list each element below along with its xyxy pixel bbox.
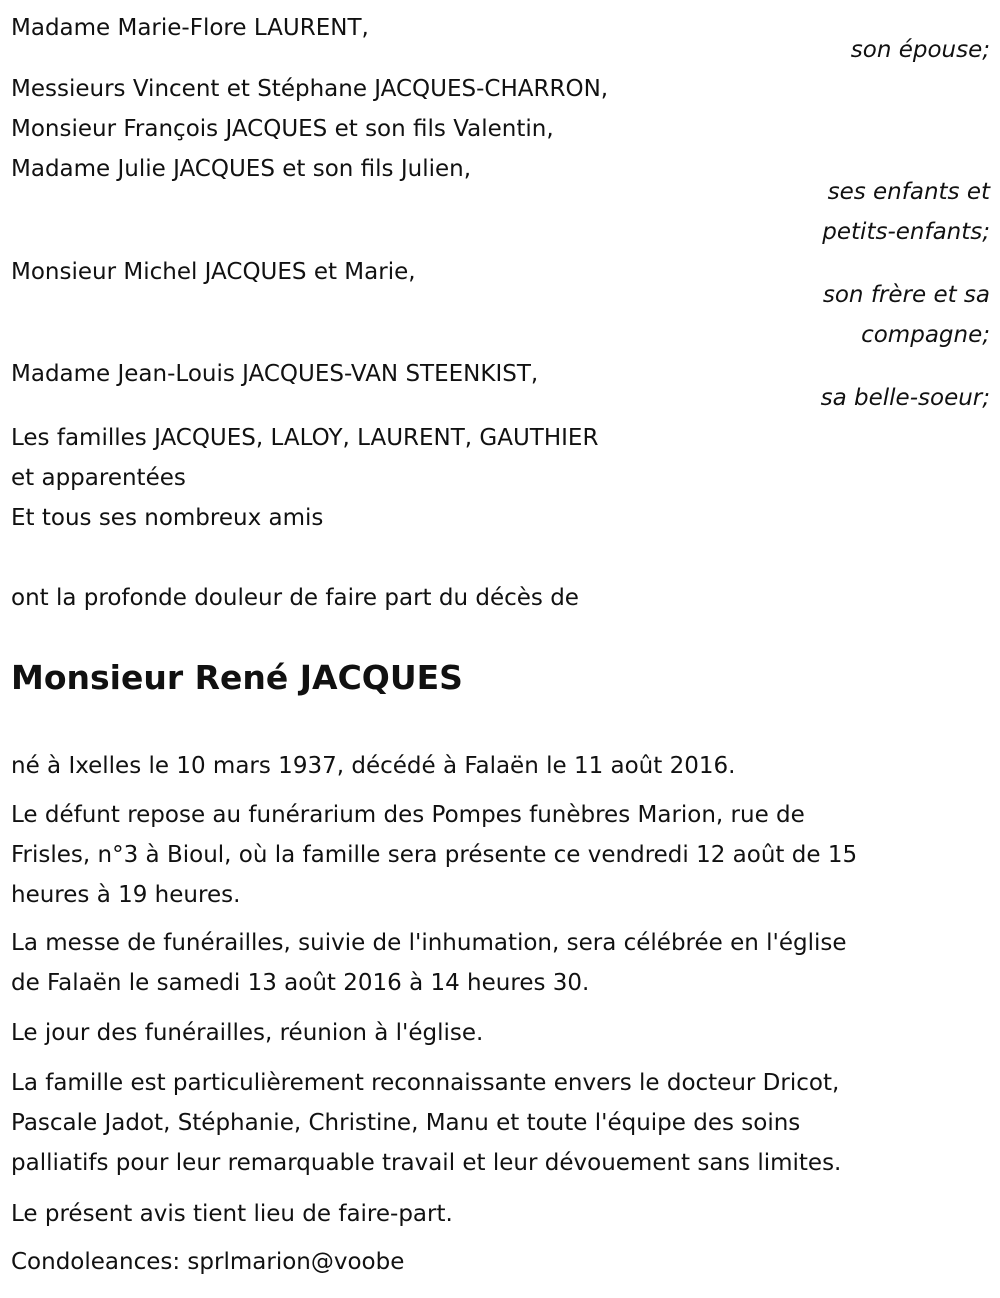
children-line: Messieurs Vincent et Stéphane JACQUES-CHARRON,	[11, 76, 609, 102]
paragraph-line: Pascale Jadot, Stéphanie, Christine, Manu et toute l'équipe des soins	[11, 1110, 801, 1136]
spouse-relation: son épouse;	[850, 37, 990, 63]
paragraph-line: La famille est particulièrement reconnaissante envers le docteur Dricot,	[11, 1070, 840, 1096]
brother-names: Monsieur Michel JACQUES et Marie,	[11, 259, 416, 285]
children-line: Madame Julie JACQUES et son fils Julien,	[11, 156, 472, 182]
paragraph-line: né à Ixelles le 10 mars 1937, décédé à Falaën le 11 août 2016.	[11, 753, 736, 779]
spouse-names: Madame Marie-Flore LAURENT,	[11, 15, 369, 41]
children-line: Monsieur François JACQUES et son fils Valentin,	[11, 116, 554, 142]
children-relation: petits-enfants;	[822, 219, 990, 245]
paragraph-line: Le présent avis tient lieu de faire-part.	[11, 1201, 453, 1227]
paragraph-line: Frisles, n°3 à Bioul, où la famille sera présente ce vendredi 12 août de 15	[11, 842, 858, 868]
others-line: Les familles JACQUES, LALOY, LAURENT, GAUTHIER	[11, 425, 599, 451]
announcement: ont la profonde douleur de faire part du décès de	[11, 585, 579, 611]
condolences: Condoleances: sprlmarion@voobe	[11, 1249, 405, 1275]
deceased-name: Monsieur René JACQUES	[11, 658, 463, 697]
others-line: Et tous ses nombreux amis	[11, 505, 324, 531]
paragraph-line: palliatifs pour leur remarquable travail et leur dévouement sans limites.	[11, 1150, 842, 1176]
brother-relation: compagne;	[861, 322, 990, 348]
brother-relation: son frère et sa	[822, 282, 990, 308]
paragraph-line: Le défunt repose au funérarium des Pompes funèbres Marion, rue de	[11, 802, 805, 828]
sister-in-law-relation: sa belle-soeur;	[820, 385, 990, 411]
paragraph-line: heures à 19 heures.	[11, 882, 241, 908]
paragraph-line: Le jour des funérailles, réunion à l'église.	[11, 1020, 484, 1046]
others-line: et apparentées	[11, 465, 186, 491]
paragraph-line: de Falaën le samedi 13 août 2016 à 14 heures 30.	[11, 970, 590, 996]
children-relation: ses enfants et	[827, 179, 990, 205]
sister-in-law-names: Madame Jean-Louis JACQUES-VAN STEENKIST,	[11, 361, 539, 387]
paragraph-line: La messe de funérailles, suivie de l'inhumation, sera célébrée en l'église	[11, 930, 847, 956]
